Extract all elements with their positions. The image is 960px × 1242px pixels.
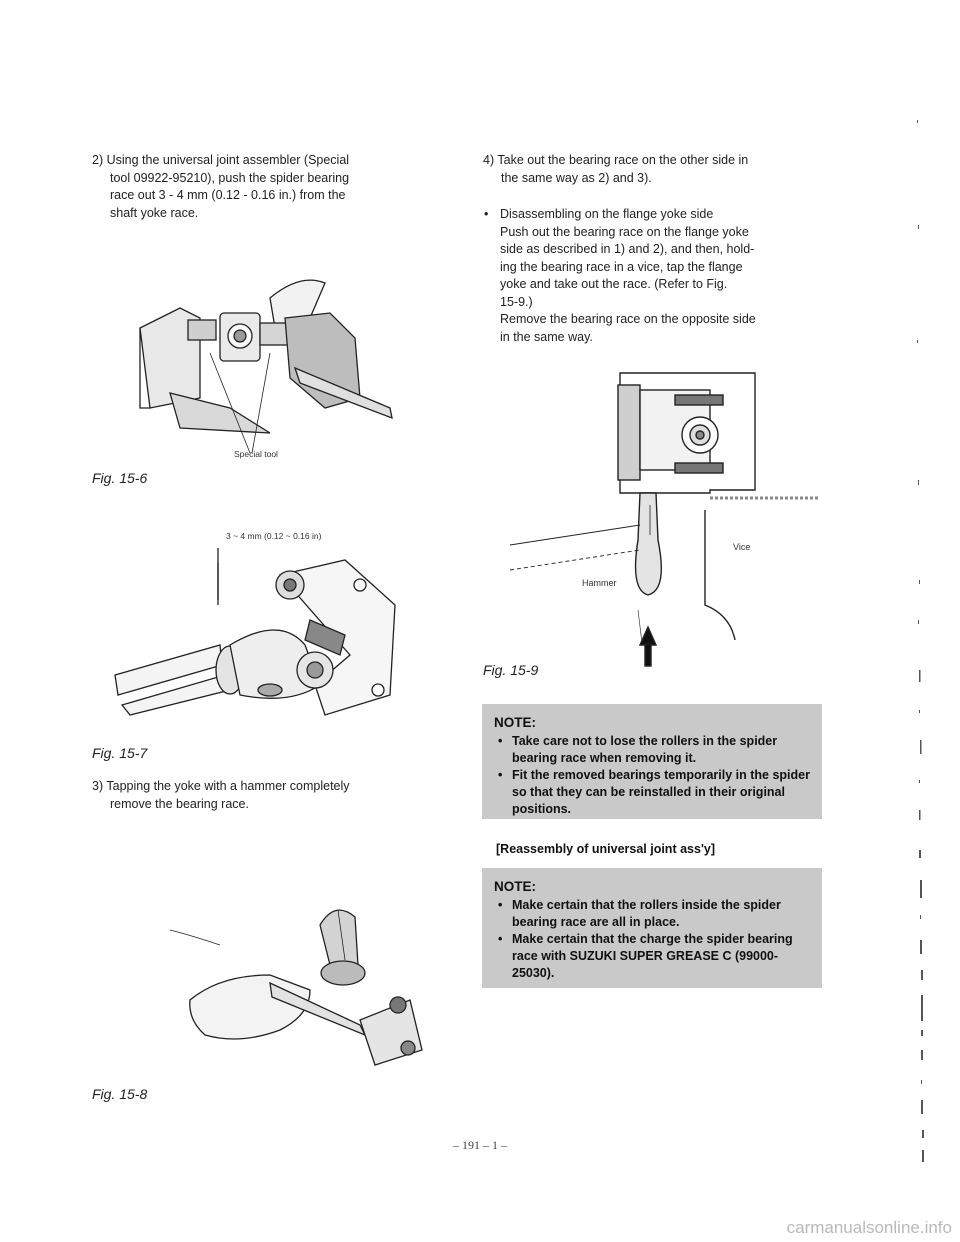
flange-yoke-line: ing the bearing race in a vice, tap the flange: [500, 259, 743, 274]
step-3-first-line: 3) Tapping the yoke with a hammer completely: [92, 779, 350, 793]
reassembly-heading: [Reassembly of universal joint ass'y]: [496, 842, 716, 856]
note-box-reassembly: [482, 868, 822, 988]
scan-edge-marks: [905, 60, 935, 1180]
fig-15-8-caption: Fig. 15-8: [92, 1086, 148, 1102]
step-4-first-line: 4) Take out the bearing race on the other side in: [483, 153, 749, 167]
step-4-paragraph: [483, 152, 828, 187]
fig-15-6-caption: Fig. 15-6: [92, 470, 148, 486]
step-2-line: tool 09922-95210), push the spider bearing: [110, 170, 350, 185]
fig-15-7-caption: Fig. 15-7: [92, 745, 148, 761]
note-item: • Make certain that the rollers inside the spider bearing race are all in place.: [494, 897, 810, 931]
special-tool-callout: Special tool: [234, 449, 278, 459]
flange-yoke-line: Push out the bearing race on the flange yoke: [500, 224, 749, 239]
flange-yoke-line: Remove the bearing race on the opposite side: [500, 312, 756, 326]
note-item: • Make certain that the charge the spider bearing race with SUZUKI SUPER GREASE C (99000-25030).: [494, 931, 810, 982]
note-title: NOTE:: [494, 879, 536, 894]
flange-yoke-line: side as described in 1) and 2), and then, hold-: [500, 242, 755, 256]
fig-15-8-illustration: [160, 905, 430, 1070]
page-number: – 191 – 1 –: [453, 1138, 507, 1152]
flange-yoke-line: yoke and take out the race. (Refer to Fig.: [500, 277, 728, 291]
step-4-line: the same way as 2) and 3).: [501, 170, 652, 185]
note-item: • Fit the removed bearings temporarily in the spider so that they can be reinstalled in their original positions.: [494, 767, 810, 818]
hammer-label: Hammer: [582, 578, 617, 588]
step-2-line: shaft yoke race.: [110, 205, 199, 220]
flange-yoke-section: [482, 206, 827, 346]
fig-15-9-illustration: [500, 365, 830, 680]
step-2-line: race out 3 - 4 mm (0.12 - 0.16 in.) from the: [110, 188, 346, 202]
vice-label: Vice: [733, 542, 751, 552]
step-3-paragraph: [92, 778, 437, 813]
note-title: NOTE:: [494, 715, 536, 730]
flange-yoke-heading: • Disassembling on the flange yoke side: [482, 206, 827, 224]
step-2-first-line: 2) Using the universal joint assembler (Special: [92, 153, 350, 167]
note-item: • Take care not to lose the rollers in the spider bearing race when removing it.: [494, 733, 810, 767]
watermark: carmanualsonline.info: [786, 1218, 952, 1237]
note-box-removal: [482, 704, 822, 819]
step-2-paragraph: [92, 152, 437, 222]
fig-15-9-caption: Fig. 15-9: [483, 662, 539, 678]
dimension-label: 3 ~ 4 mm (0.12 ~ 0.16 in): [226, 531, 322, 541]
flange-yoke-line: 15-9.): [500, 294, 533, 309]
fig-15-7-illustration: [110, 545, 410, 725]
flange-yoke-line: in the same way.: [500, 329, 593, 344]
fig-15-6-illustration: [110, 258, 410, 468]
step-3-line: remove the bearing race.: [110, 796, 249, 811]
